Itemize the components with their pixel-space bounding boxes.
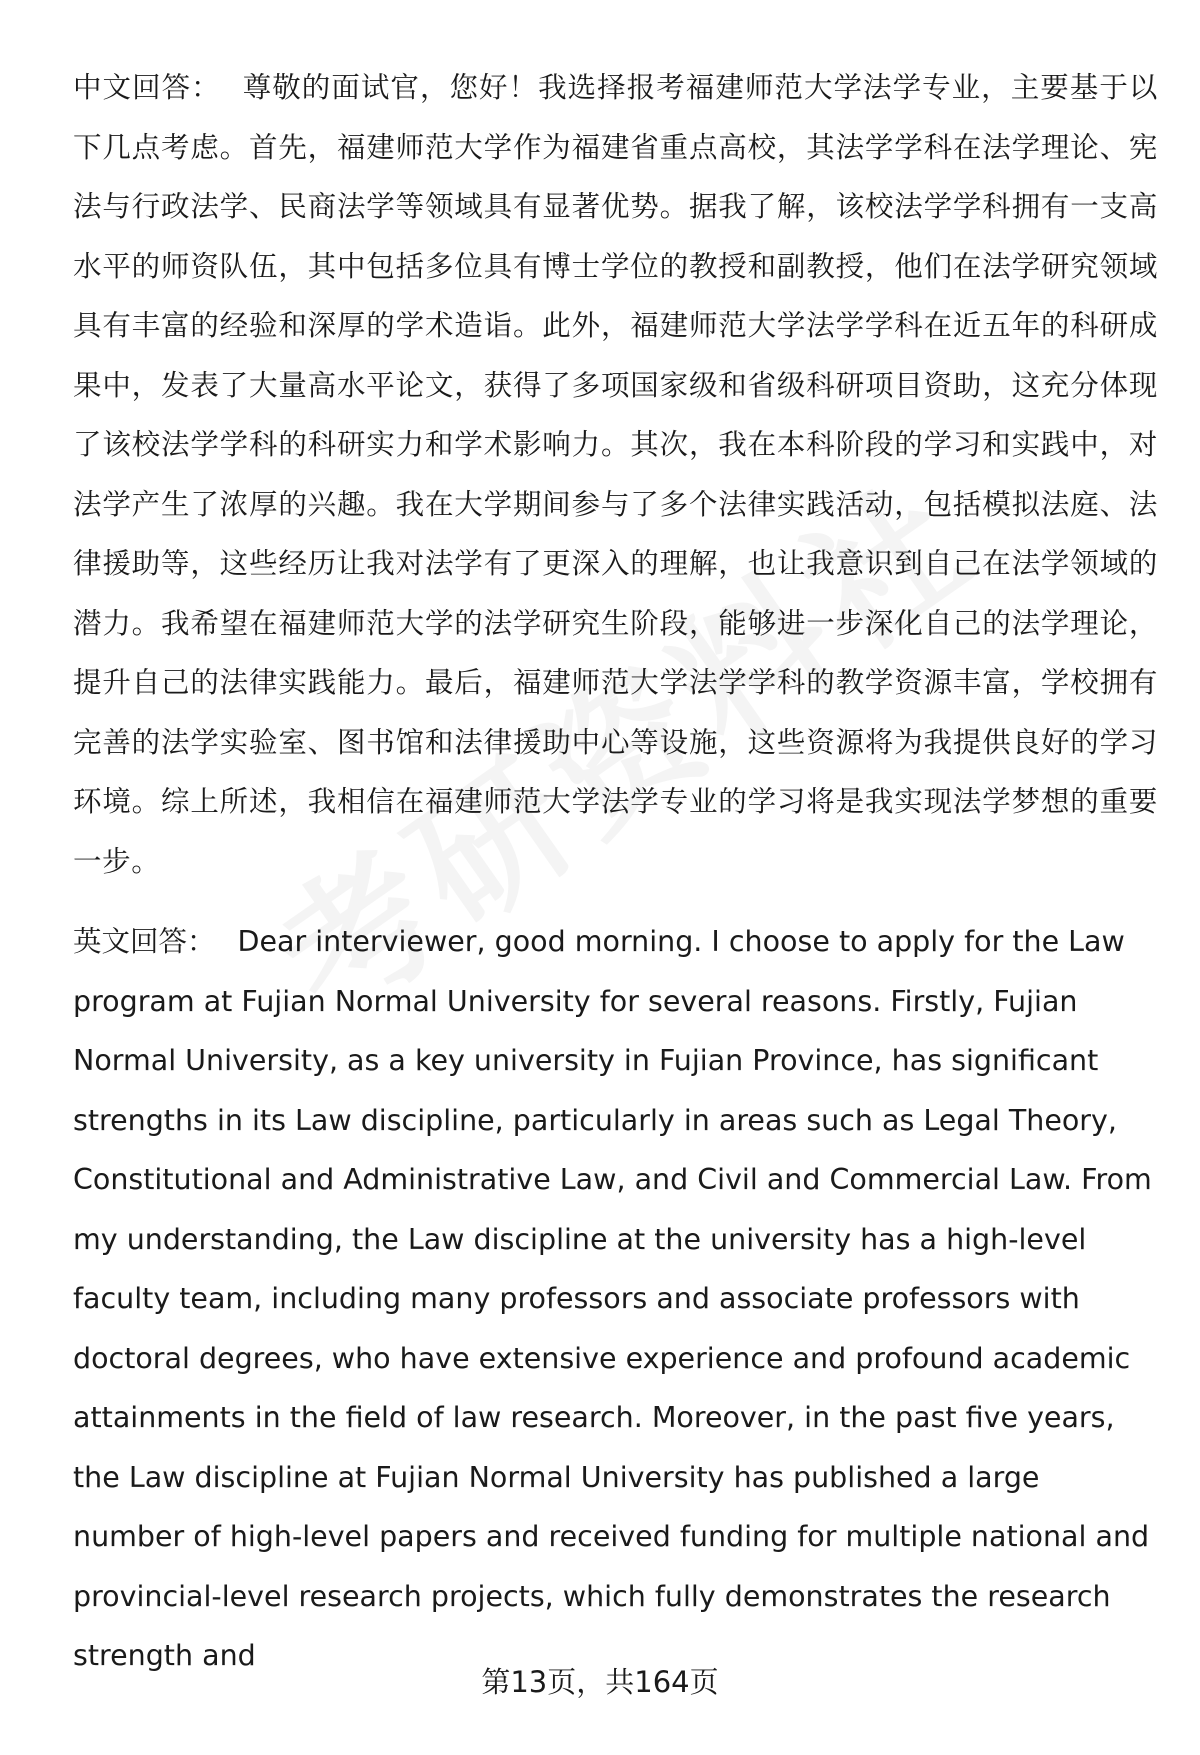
english-answer-label: 英文回答：: [73, 925, 216, 958]
page-number-footer: 第13页，共164页: [481, 1665, 719, 1699]
page-content: [73, 58, 1158, 1686]
chinese-answer-text: 尊敬的面试官，您好！我选择报考福建师范大学法学专业，主要基于以下几点考虑。首先，福建师范大学作为福建省重点高校，其法学学科在法学理论、宪法与行政法学、民商法学等领域具有显著优势。据我了解，该校法学学科拥有一支高水平的师资队伍，其中包括多位具有博士学位的教授和副教授，他们在法学研究领域具有丰富的经验和深厚的学术造诣。此外，福建师范大学法学学科在近五年的科研成果中，发表了大量高水平论文，获得了多项国家级和省级科研项目资助，这充分体现了该校法学学科的科研实力和学术影响力。其次，我在本科阶段的学习和实践中，对法学产生了浓厚的兴趣。我在大学期间参与了多个法律实践活动，包括模拟法庭、法律援助等，这些经历让我对法学有了更深入的理解，也让我意识到自己在法学领域的潜力。我希望在福建师范大学的法学研究生阶段，能够进一步深化自己的法学理论，提升自己的法律实践能力。最后，福建师范大学法学学科的教学资源丰富，学校拥有完善的法学实验室、图书馆和法律援助中心等设施，这些资源将为我提供良好的学习环境。综上所述，我相信在福建师范大学法学专业的学习将是我实现法学梦想的重要一步。: [73, 71, 1158, 878]
chinese-answer-paragraph: [73, 58, 1158, 891]
chinese-answer-label: 中文回答：: [73, 71, 221, 104]
english-answer-text: Dear interviewer, good morning. I choose to apply for the Law program at Fujian Normal University for several reasons. Firstly, Fujian Normal University, as a key university in Fujian Province, has significant strengths in its Law discipline, particularly in areas such as Legal Theory, Constitutional and Administrative Law, and Civil and Commercial Law. From my understanding, the Law discipline at the university has a high-level faculty team, including many professors and associate professors with doctoral degrees, who have extensive experience and profound academic attainments in the field of law research. Moreover, in the past five years, the Law discipline at Fujian Normal University has published a large number of high-level papers and received funding for multiple national and provincial-level research projects, which fully demonstrates the research strength and: [73, 925, 1152, 1672]
english-answer-paragraph: [73, 912, 1158, 1686]
